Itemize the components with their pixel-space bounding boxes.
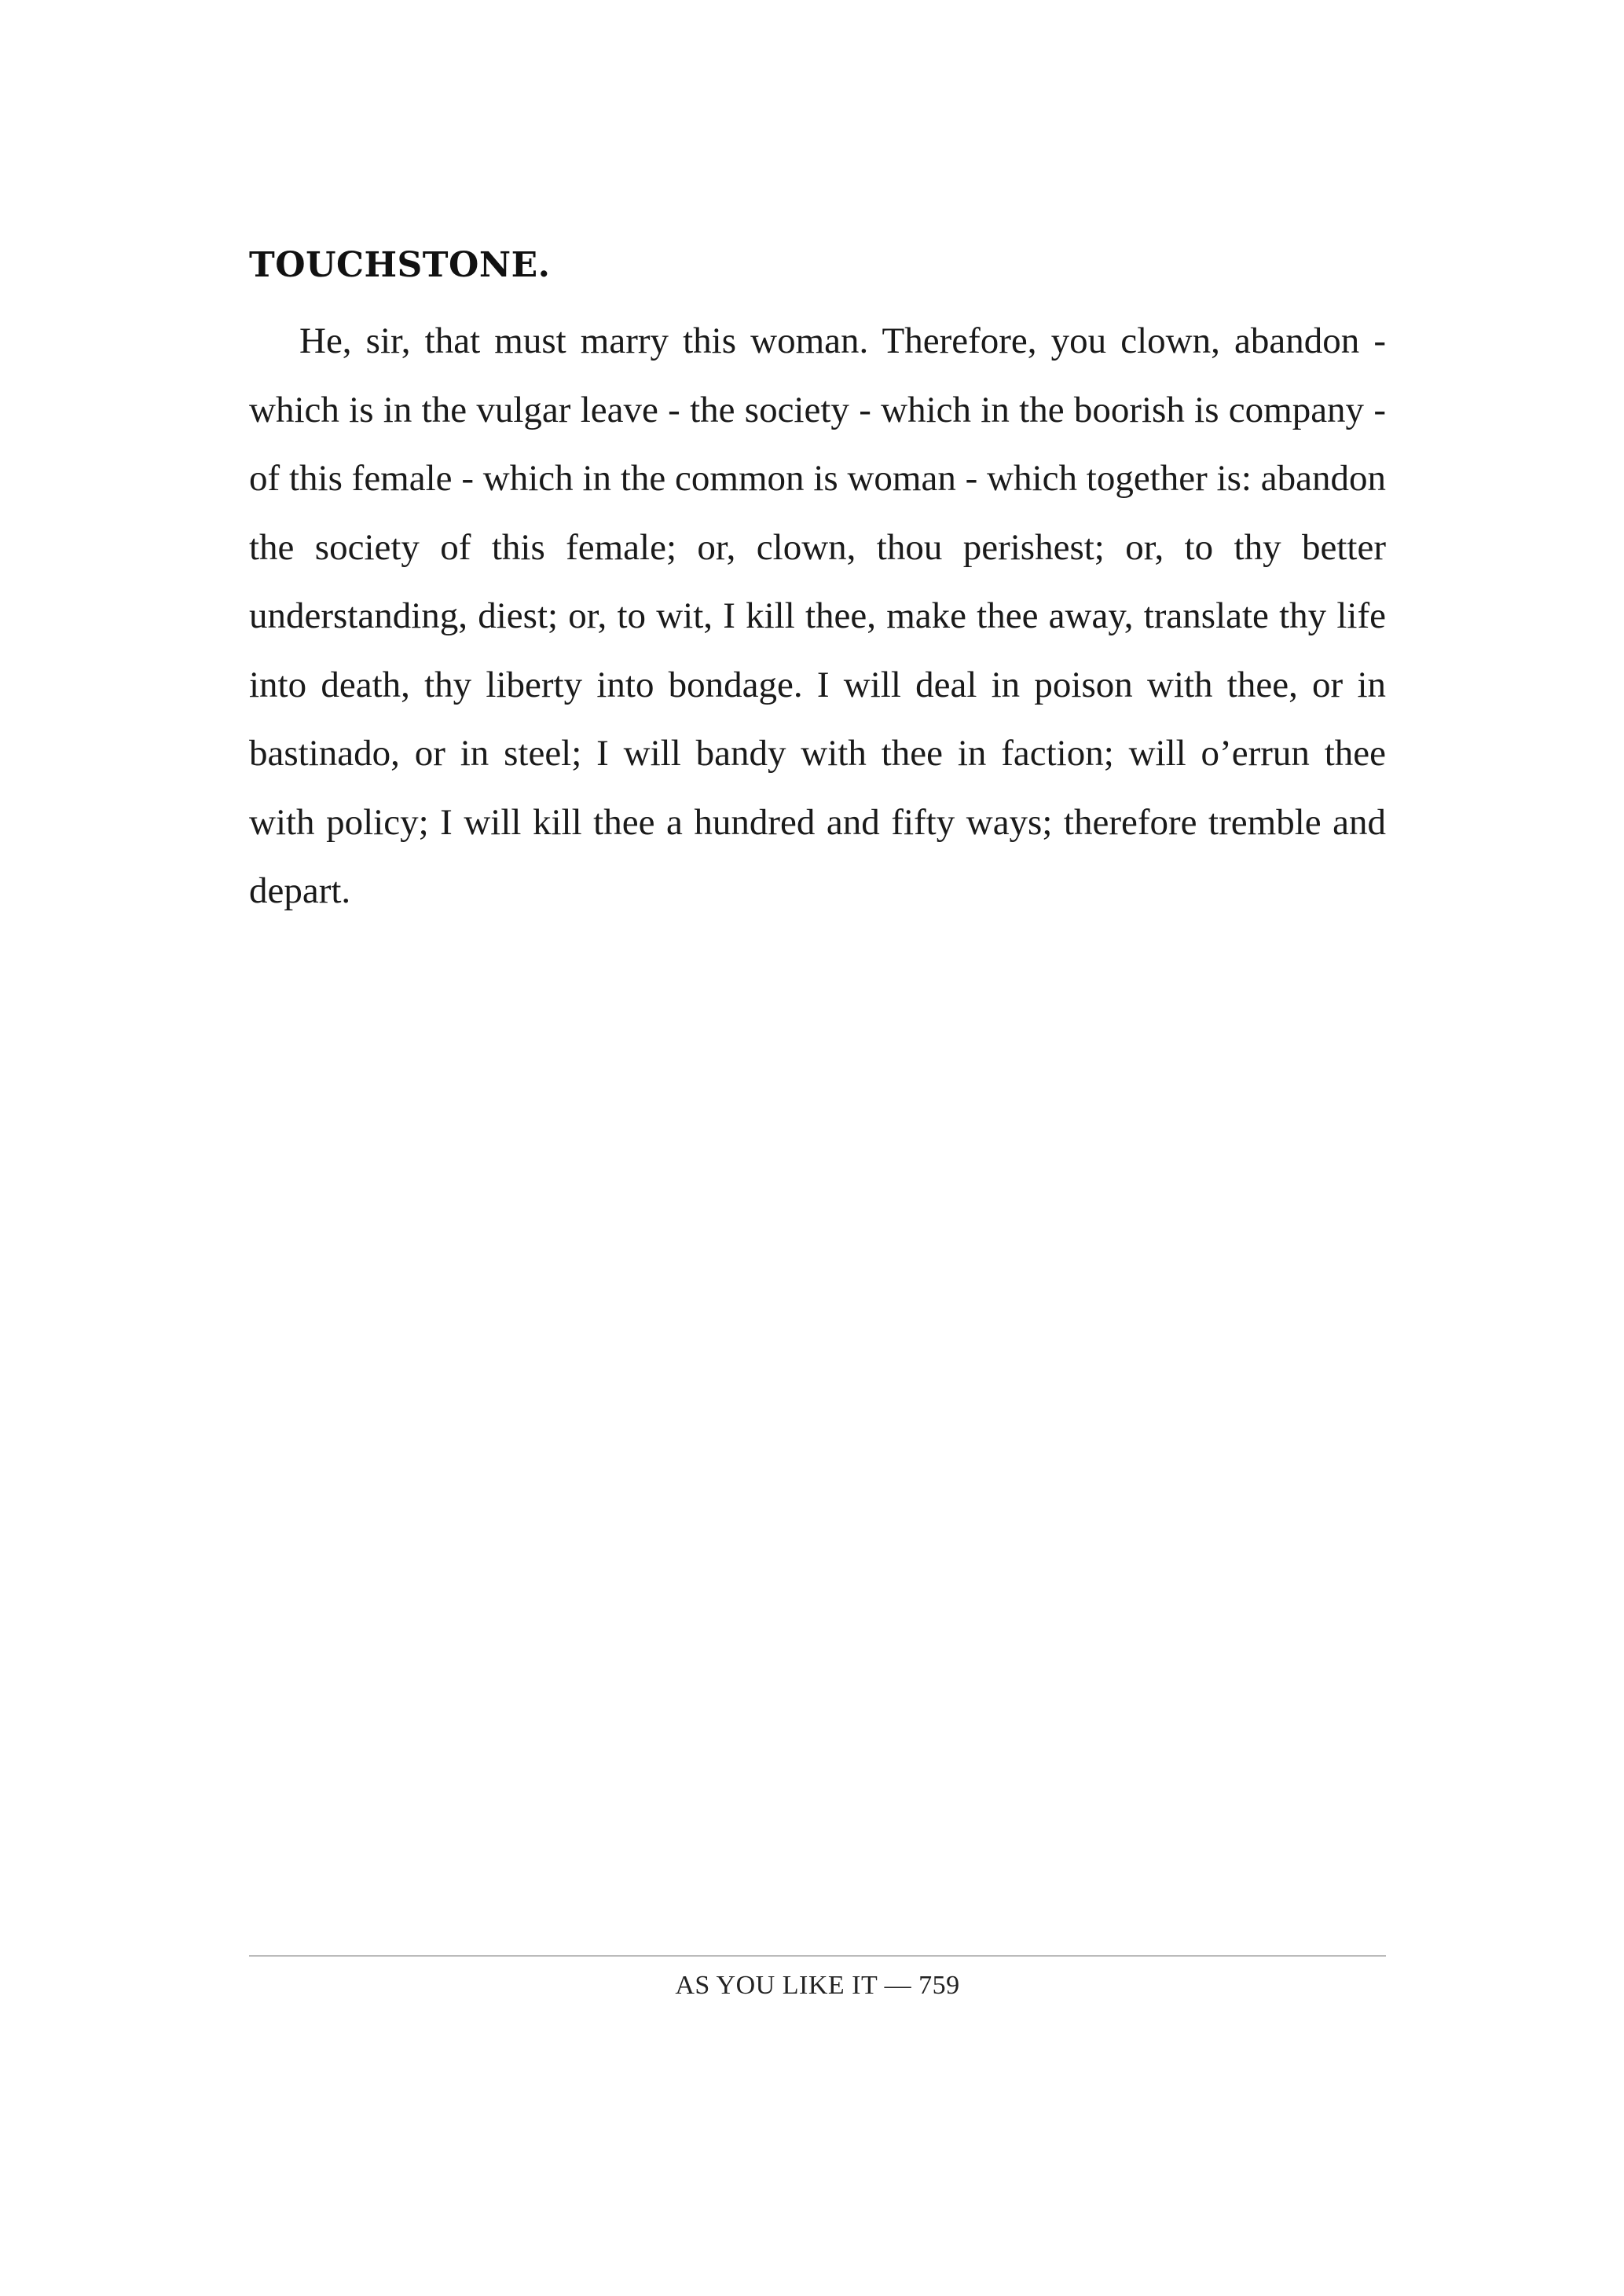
footer-divider — [249, 1955, 1386, 1957]
page-footer: AS YOU LIKE IT — 759 — [675, 1971, 960, 2000]
speaker-name: TOUCHSTONE. — [249, 245, 551, 285]
text-block — [249, 240, 1386, 926]
speech-paragraph: He, sir, that must marry this woman. Therefore, you clown, abandon - which is in the vulgar leave - the society - which in the boorish is company - of this female - which in the common is woman - which together is: abandon the society of this female; or, clown, thou perishest; or, to thy better understanding, diest; or, to wit, I kill thee, make thee away, translate thy life into death, thy liberty into bondage. I will deal in poison with thee, or in bastinado, or in steel; I will bandy with thee in faction; will o’errun thee with policy; I will kill thee a hundred and fifty ways; therefore tremble and depart. — [249, 320, 1386, 911]
